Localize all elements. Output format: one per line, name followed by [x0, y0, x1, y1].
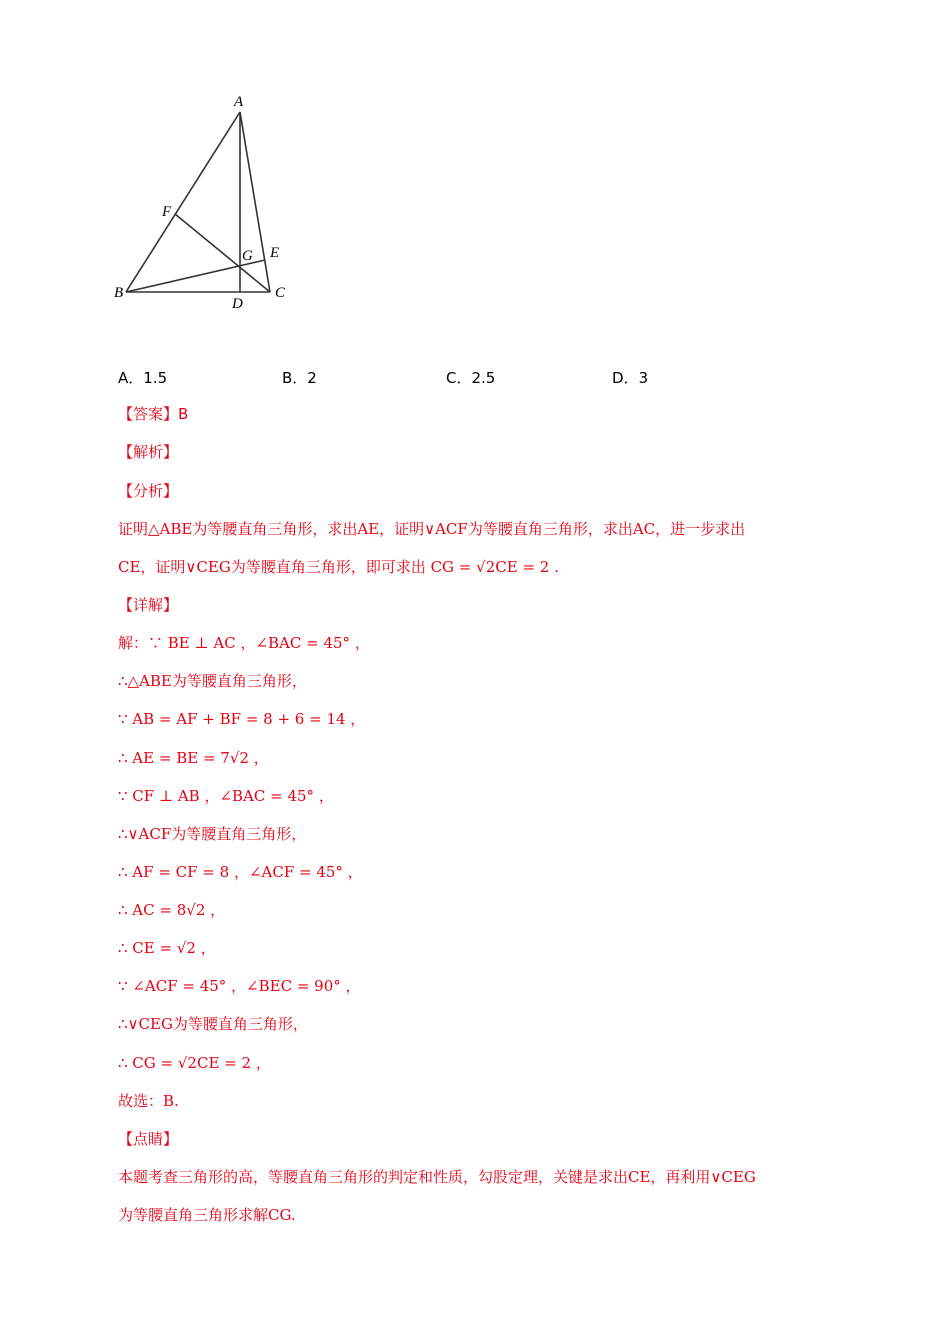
segment-be — [126, 260, 265, 292]
answer-label: 【答案】 — [118, 405, 179, 423]
triangle-figure — [108, 92, 308, 312]
segment-ab — [126, 112, 240, 292]
triangle-diagram — [108, 92, 308, 312]
answer-line — [118, 404, 188, 424]
step-1: 解：∵ BE ⊥ AC ，∠BAC = 45° ， — [118, 634, 370, 652]
fenxi-heading: 【分析】 — [118, 482, 179, 500]
option-a[interactable]: A．1.5 — [118, 369, 168, 387]
step-4: ∴ AE = BE = 7√2 ， — [118, 749, 269, 767]
label-e: E — [270, 245, 280, 261]
step-3: ∵ AB = AF + BF = 8 + 6 = 14 ， — [118, 710, 366, 728]
step-9: ∴ CE = √2 ， — [118, 939, 216, 957]
fenxi-line-1: 证明△ABE为等腰直角三角形，求出AE，证明∨ACF为等腰直角三角形，求出AC，进一步求出 — [118, 520, 746, 538]
step-8: ∴ AC = 8√2 ， — [118, 901, 226, 919]
dianjing-line-1: 本题考查三角形的高，等腰直角三角形的判定和性质，勾股定理，关键是求出CE，再利用∨CEG — [118, 1168, 756, 1186]
step-11: ∴∨CEG为等腰直角三角形， — [118, 1015, 308, 1033]
label-f: F — [162, 204, 172, 220]
label-d: D — [232, 296, 243, 312]
label-a: A — [234, 94, 244, 110]
label-b: B — [114, 285, 124, 301]
label-g: G — [242, 248, 253, 264]
xiangjie-heading: 【详解】 — [118, 596, 179, 614]
option-d[interactable]: D．3 — [612, 369, 649, 387]
option-b[interactable]: B．2 — [282, 369, 317, 387]
fenxi-line-2: CE，证明∨CEG为等腰直角三角形，即可求出 CG = √2CE = 2 . — [118, 558, 559, 576]
step-7: ∴ AF = CF = 8 ，∠ACF = 45° ， — [118, 863, 363, 881]
step-5: ∵ CF ⊥ AB ，∠BAC = 45° ， — [118, 787, 334, 805]
dianjing-line-2: 为等腰直角三角形求解CG. — [118, 1206, 296, 1224]
step-2: ∴△ABE为等腰直角三角形， — [118, 672, 307, 690]
jiexi-heading: 【解析】 — [118, 443, 179, 461]
step-10: ∵ ∠ACF = 45° ，∠BEC = 90° ， — [118, 977, 361, 995]
step-13: 故选：B. — [118, 1092, 179, 1110]
dianjing-heading: 【点睛】 — [118, 1130, 179, 1148]
step-6: ∴∨ACF为等腰直角三角形， — [118, 825, 307, 843]
step-12: ∴ CG = √2CE = 2 ， — [118, 1054, 271, 1072]
label-c: C — [275, 285, 286, 301]
segment-cf — [175, 214, 270, 292]
option-c[interactable]: C．2.5 — [446, 369, 496, 387]
answer-value: B — [178, 405, 189, 423]
